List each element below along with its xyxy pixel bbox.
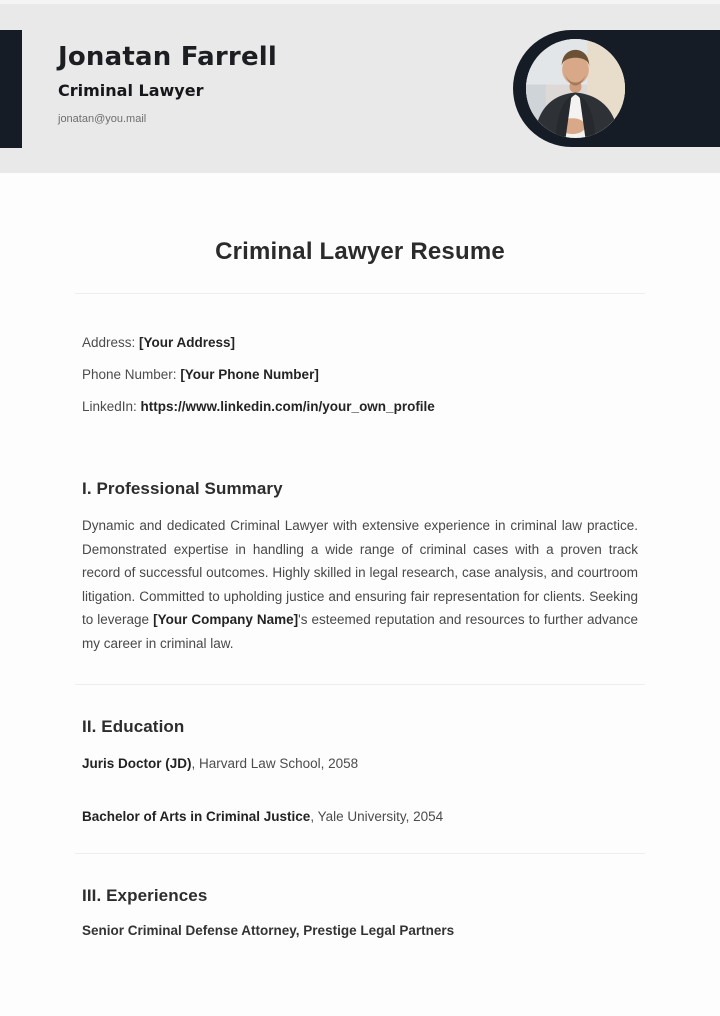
profile-photo-illustration <box>526 39 625 138</box>
contact-phone <box>82 366 638 383</box>
divider <box>75 684 645 685</box>
contact-address-value: [Your Address] <box>139 335 236 350</box>
page-title: Criminal Lawyer Resume <box>215 238 505 265</box>
education-degree: Bachelor of Arts in Criminal Justice <box>82 809 311 824</box>
contact-address-label: Address: <box>82 335 140 350</box>
contact-phone-label: Phone Number: <box>82 367 181 382</box>
summary-text-before: Dynamic and dedicated Criminal Lawyer with extensive experience in criminal law practice. Demonstrated expertise in handling a wide range of criminal cases with a proven track record of successful outcomes. Highly skilled in legal research, case analysis, and courtroom litigation. Committed to upholding justice and ensuring fair representation for clients. Seeking to leverage <box>82 518 638 627</box>
photo-pill <box>513 30 720 147</box>
summary-text-after: 's esteemed reputation and resources to further advance my career in criminal law. <box>82 612 638 651</box>
divider <box>75 853 645 854</box>
contact-linkedin-label: LinkedIn: <box>82 399 141 414</box>
experience-section-heading: III. Experiences <box>82 886 208 905</box>
person-role: Criminal Lawyer <box>58 81 204 100</box>
education-detail: , Yale University, 2054 <box>310 809 444 824</box>
summary-paragraph <box>82 514 638 655</box>
education-entry <box>82 808 638 826</box>
contact-phone-value: [Your Phone Number] <box>180 367 319 382</box>
person-email: jonatan@you.mail <box>58 113 147 125</box>
education-entry <box>82 755 638 773</box>
contact-block <box>82 334 638 415</box>
summary-section-heading: I. Professional Summary <box>82 479 283 498</box>
header-accent-strip <box>0 30 22 148</box>
company-name-placeholder: [Your Company Name] <box>153 612 299 627</box>
divider <box>75 293 645 294</box>
education-degree: Juris Doctor (JD) <box>82 756 192 771</box>
person-name: Jonatan Farrell <box>58 42 278 72</box>
education-section-heading: II. Education <box>82 717 185 736</box>
profile-photo <box>526 39 625 138</box>
contact-address <box>82 334 638 351</box>
resume-header <box>0 0 720 173</box>
header-top-edge <box>0 0 720 4</box>
resume-page <box>0 235 720 940</box>
education-detail: , Harvard Law School, 2058 <box>191 756 359 771</box>
contact-linkedin-url: https://www.linkedin.com/in/your_own_profile <box>140 399 435 414</box>
experience-entry: Senior Criminal Defense Attorney, Prestige Legal Partners <box>82 923 455 938</box>
contact-linkedin <box>82 398 638 415</box>
header-identity <box>58 42 277 125</box>
